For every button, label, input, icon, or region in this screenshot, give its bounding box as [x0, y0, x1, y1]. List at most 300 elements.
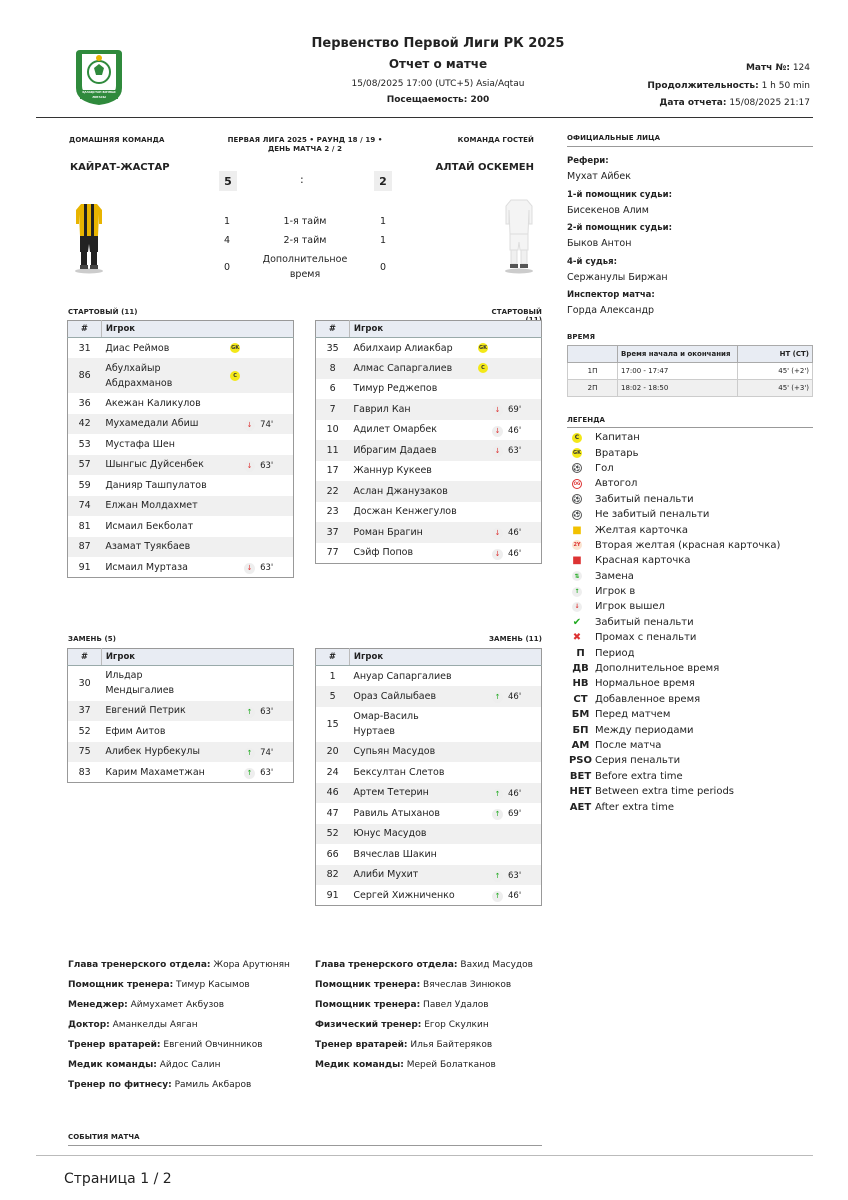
- player-number: 36: [78, 397, 91, 409]
- player-events: [467, 358, 542, 379]
- events-divider: [68, 1145, 542, 1146]
- player-number: 37: [316, 522, 350, 543]
- table-row: [316, 543, 542, 564]
- away-start-table: [315, 320, 542, 564]
- player-number: 8: [316, 358, 350, 379]
- abbrev-label: Нормальное время: [595, 678, 695, 690]
- staff-name: Жора Арутюнян: [213, 960, 290, 970]
- official-role: 4-й судья:: [567, 256, 618, 267]
- arrow-down-icon: ↓: [244, 563, 255, 574]
- arrow-up-icon: ↑: [492, 809, 503, 820]
- table-row: [316, 742, 542, 763]
- player-number: 53: [78, 438, 91, 450]
- official-entry: [567, 190, 813, 224]
- sub-minute: 46': [508, 891, 522, 901]
- player-name: Адилет Омарбек: [353, 424, 437, 436]
- table-header-row: [68, 321, 294, 338]
- sub-minute: 63': [508, 446, 522, 457]
- staff-entry: [315, 1000, 555, 1020]
- player-number: 74: [68, 496, 102, 517]
- legend-abbrev: [567, 738, 813, 753]
- away-subs-table: [315, 648, 542, 906]
- table-row: [316, 686, 542, 707]
- table-row: [316, 379, 542, 400]
- table-row: [68, 455, 294, 476]
- official-entry: [567, 290, 813, 324]
- col-player: Игрок: [101, 321, 293, 338]
- table-row: [68, 434, 294, 455]
- table-row: [68, 762, 294, 783]
- time-table-wrap: [567, 345, 813, 397]
- staff-role: Тренер по фитнесу:: [68, 1080, 172, 1090]
- table-row: [316, 502, 542, 523]
- legend-label: Автогол: [595, 478, 638, 490]
- player-name: Абилхаир Алиакбар: [353, 342, 453, 354]
- away-caption: КОМАНДА ГОСТЕЙ: [457, 136, 534, 144]
- period-row-1: 1 1-я тайм 1: [223, 215, 387, 227]
- player-events: [467, 522, 542, 543]
- player-events: [467, 844, 542, 865]
- legend-abbrev: [567, 784, 813, 799]
- abbrev-code: БМ: [571, 709, 590, 721]
- abbrev-label: Before extra time: [595, 770, 683, 782]
- staff-entry: [68, 1000, 308, 1020]
- player-number: 86: [68, 358, 102, 393]
- legend-label: Вратарь: [595, 447, 639, 459]
- player-name: Ораз Сайлыбаев: [349, 686, 467, 707]
- home-subs-table: [67, 648, 294, 783]
- player-events: [219, 358, 293, 393]
- legend-abbrev: [567, 707, 813, 722]
- player-events: [219, 475, 293, 496]
- player-events: [467, 379, 542, 400]
- sub-out-event: [492, 444, 521, 459]
- abbrev-code: НВ: [572, 678, 589, 690]
- sub-minute: 63': [260, 563, 274, 573]
- time-col-start: Время начала и окончания: [618, 346, 738, 363]
- staff-role: Медик команды:: [68, 1060, 157, 1070]
- legend-item: [567, 492, 813, 507]
- penalty-missed-icon: ⚽: [573, 511, 581, 519]
- player-name: Алмас Сапаргалиев: [349, 358, 467, 379]
- player-name: Тимур Реджепов: [353, 383, 438, 395]
- legend-label: Забитый пенальти: [595, 493, 694, 505]
- staff-entry: [68, 1020, 308, 1040]
- player-name: Азамат Туякбаев: [101, 537, 219, 558]
- player-number: 66: [326, 848, 339, 860]
- player-name: Елжан Молдахмет: [101, 496, 219, 517]
- legend-label: Промах с пенальти: [595, 632, 697, 644]
- sub-minute: 46': [508, 788, 522, 799]
- table-row: [68, 557, 294, 578]
- sub-out-event: [244, 418, 273, 433]
- abbrev-label: После матча: [595, 740, 662, 751]
- staff-role: Помощник тренера:: [68, 980, 174, 990]
- player-number: 57: [68, 455, 102, 476]
- legend-list: [567, 430, 813, 815]
- officials-caption: ОФИЦИАЛЬНЫЕ ЛИЦА: [567, 134, 661, 142]
- away-staff-list: [315, 960, 555, 1080]
- staff-entry: [315, 960, 555, 980]
- player-name: Супьян Масудов: [349, 742, 467, 763]
- player-events: [467, 440, 542, 461]
- arrow-up-icon: ↑: [244, 707, 255, 718]
- player-number: 35: [326, 342, 339, 354]
- round-info: ПЕРВАЯ ЛИГА 2025 • РАУНД 18 / 19 • ДЕНЬ МАТЧА 2 / 2: [227, 136, 383, 153]
- abbrev-code: PSO: [568, 755, 593, 767]
- home-kit-icon: [72, 200, 106, 278]
- legend-abbrev: [567, 676, 813, 691]
- staff-name: Тимур Касымов: [176, 980, 250, 990]
- table-row: [316, 707, 542, 742]
- player-events: [467, 502, 542, 523]
- table-row: [316, 885, 542, 906]
- table-row: [316, 824, 542, 845]
- legend-item: [567, 553, 813, 568]
- col-player: Игрок: [349, 321, 541, 338]
- player-events: [467, 461, 542, 482]
- player-events: [219, 762, 293, 783]
- officials-divider: [567, 146, 813, 147]
- sub-in-event: [492, 787, 521, 802]
- abbrev-label: After extra time: [595, 801, 675, 813]
- player-name: Акежан Каликулов: [105, 397, 201, 409]
- staff-name: Аманкелды Аяган: [112, 1020, 198, 1030]
- staff-entry: [68, 1040, 308, 1060]
- player-name: Алибек Нурбекулы: [101, 742, 219, 763]
- sub-minute: 46': [508, 548, 522, 559]
- home-score: 5: [219, 171, 237, 191]
- player-number: 5: [316, 686, 350, 707]
- abbrev-label: Добавленное время: [595, 693, 701, 705]
- player-events: [219, 721, 293, 742]
- staff-entry: [315, 1060, 555, 1080]
- legend-item: [567, 615, 813, 630]
- arrow-down-icon: ↓: [492, 528, 503, 539]
- legend-abbrev: [567, 753, 813, 768]
- official-role: 2-й помощник судьи:: [567, 223, 672, 233]
- legend-item: [567, 584, 813, 599]
- player-events: [219, 537, 293, 558]
- official-name: Быков Антон: [567, 238, 632, 249]
- home-subs-table-wrap: [67, 648, 294, 783]
- official-entry: [567, 156, 813, 190]
- sub-out-event: [492, 403, 521, 418]
- staff-name: Вячеслав Зинюков: [423, 980, 512, 990]
- official-role: Инспектор матча:: [567, 290, 655, 300]
- player-name: Гаврил Кан: [349, 399, 467, 420]
- abbrev-label: Между периодами: [595, 724, 694, 736]
- events-caption: СОБЫТИЯ МАТЧА: [68, 1133, 140, 1141]
- sub-in-event: [492, 690, 521, 705]
- legend-item: [567, 430, 813, 445]
- table-row: [68, 475, 294, 496]
- arrow-down-icon: ↓: [244, 461, 255, 472]
- player-number: 47: [326, 807, 339, 819]
- substitution-icon: ⇅: [572, 571, 582, 581]
- staff-name: Рамиль Акбаров: [174, 1080, 252, 1090]
- sub-minute: 69': [508, 405, 522, 416]
- arrow-up-icon: ↑: [492, 871, 503, 882]
- home-team-name: КАЙРАТ-ЖАСТАР: [70, 162, 170, 173]
- away-score: 2: [374, 171, 392, 191]
- player-number: 42: [68, 414, 102, 435]
- table-row: [316, 399, 542, 420]
- player-number: 52: [78, 725, 91, 737]
- legend-item: [567, 445, 813, 460]
- staff-entry: [68, 980, 308, 1000]
- table-row: [316, 803, 542, 824]
- player-events: [467, 338, 542, 359]
- legend-label: Не забитый пенальти: [595, 509, 710, 521]
- table-header-row: [68, 649, 294, 666]
- sub-in-event: [244, 746, 273, 761]
- player-number: 91: [326, 889, 339, 901]
- penalty-scored-icon: ✔: [572, 616, 582, 628]
- legend-label: Забитый пенальти: [595, 616, 694, 628]
- player-events: [219, 496, 293, 517]
- official-entry: [567, 223, 813, 257]
- sub-out-event: [492, 424, 521, 439]
- away-start-table-wrap: [315, 320, 542, 564]
- sub-out-event: [492, 526, 521, 541]
- player-name: Ефим Аитов: [105, 725, 166, 737]
- player-name: Досжан Кенжегулов: [353, 506, 457, 518]
- staff-name: Илья Байтеряков: [410, 1040, 493, 1050]
- goal-icon: ⚽: [573, 464, 581, 472]
- page-number: Страница 1 / 2: [64, 1171, 172, 1187]
- col-player: Игрок: [101, 649, 293, 666]
- abbrev-code: СТ: [573, 693, 588, 705]
- table-row: [316, 666, 542, 687]
- legend-divider: [567, 427, 813, 428]
- arrow-up-icon: ↑: [492, 891, 503, 902]
- score-separator: :: [300, 173, 304, 186]
- abbrev-code: БП: [572, 724, 589, 736]
- staff-role: Помощник тренера:: [315, 1000, 421, 1010]
- official-role: Рефери:: [567, 156, 609, 166]
- red-card-icon: ■: [572, 555, 582, 567]
- staff-entry: [68, 1060, 308, 1080]
- staff-role: Тренер вратарей:: [315, 1040, 408, 1050]
- table-row: [68, 496, 294, 517]
- table-row: [68, 742, 294, 763]
- player-name: Исмаил Муртаза: [105, 561, 188, 573]
- staff-name: Павел Удалов: [423, 1000, 489, 1010]
- col-number: #: [68, 321, 102, 338]
- player-name: Сергей Хижниченко: [353, 889, 455, 901]
- player-number: 59: [78, 479, 91, 491]
- table-row: [316, 440, 542, 461]
- official-name: Мухат Айбек: [567, 171, 631, 182]
- staff-entry: [315, 980, 555, 1000]
- legend-label: Желтая карточка: [595, 524, 688, 536]
- official-role: 1-й помощник судьи:: [567, 189, 672, 200]
- goalkeeper-icon: GK: [231, 345, 240, 351]
- player-name: Карим Махаметжан: [105, 766, 205, 778]
- home-subs-caption: ЗАМЕНЬ (5): [68, 635, 117, 643]
- staff-name: Евгений Овчинников: [163, 1040, 263, 1050]
- player-number: 77: [326, 547, 339, 558]
- player-events: [467, 399, 542, 420]
- player-events: [219, 338, 293, 359]
- sub-minute: 63': [260, 768, 274, 778]
- away-subs-caption: ЗАМЕНЬ (11): [488, 635, 542, 643]
- table-row: [316, 762, 542, 783]
- col-number: #: [316, 649, 350, 666]
- abbrev-label: Дополнительное время: [595, 663, 720, 675]
- player-number: 7: [316, 399, 350, 420]
- match-number: Матч №: 124: [745, 63, 810, 73]
- player-number: 20: [316, 742, 350, 763]
- legend-item: [567, 569, 813, 584]
- table-row: [316, 420, 542, 441]
- player-number: 6: [329, 383, 336, 395]
- staff-name: Егор Скулкин: [424, 1020, 489, 1030]
- staff-role: Медик команды:: [315, 1060, 404, 1070]
- legend-label: Гол: [595, 462, 614, 474]
- staff-role: Менеджер:: [68, 1000, 128, 1010]
- staff-entry: [315, 1040, 555, 1060]
- player-events: [219, 742, 293, 763]
- arrow-up-icon: ↑: [244, 768, 255, 779]
- staff-role: Тренер вратарей:: [68, 1040, 161, 1050]
- player-name: Ануар Сапаргалиев: [353, 670, 452, 682]
- player-name: Равиль Атыханов: [353, 807, 440, 819]
- staff-role: Доктор:: [68, 1020, 110, 1030]
- player-name: Алиби Мухит: [349, 865, 467, 886]
- abbrev-code: ДВ: [572, 663, 589, 675]
- player-events: [219, 701, 293, 722]
- abbrev-code: BET: [569, 770, 592, 782]
- sub-in-event: [244, 766, 273, 781]
- player-name: Аслан Джанузаков: [349, 481, 467, 502]
- match-duration: Продолжительность: 1 h 50 min: [647, 81, 810, 91]
- table-row: [316, 461, 542, 482]
- period-scores: [218, 212, 392, 284]
- player-number: 30: [78, 677, 91, 689]
- goalkeeper-icon: GK: [573, 450, 581, 457]
- player-number: 75: [68, 742, 102, 763]
- player-name: Роман Брагин: [349, 522, 467, 543]
- sub-minute: 46': [508, 528, 522, 539]
- header-divider: [36, 117, 813, 118]
- table-row: [68, 358, 294, 393]
- sub-out-event: [492, 547, 521, 562]
- player-events: [467, 481, 542, 502]
- away-kit-icon: [502, 196, 536, 278]
- player-number: 91: [78, 561, 91, 573]
- player-name: Вячеслав Шакин: [353, 848, 437, 860]
- player-events: [219, 393, 293, 414]
- staff-name: Вахид Масудов: [460, 960, 533, 970]
- away-subs-table-wrap: [315, 648, 542, 906]
- match-datetime: 15/08/2025 17:00 (UTC+5) Asia/Aqtau: [351, 79, 525, 89]
- yellow-card-icon: ■: [572, 524, 582, 536]
- penalty-miss-icon: ✖: [572, 632, 582, 644]
- staff-name: Айдос Салин: [159, 1060, 221, 1070]
- time-table: [567, 345, 813, 397]
- own-goal-icon: OG: [572, 479, 582, 489]
- abbrev-code: АМ: [571, 740, 590, 751]
- staff-name: Мерей Болатканов: [406, 1060, 496, 1070]
- player-number: 81: [78, 520, 91, 532]
- legend-abbrev: [567, 692, 813, 707]
- arrow-down-icon: ↓: [244, 420, 255, 431]
- sub-in-event: [244, 705, 273, 720]
- table-row: [68, 393, 294, 414]
- player-events: [219, 434, 293, 455]
- player-number: 17: [326, 465, 339, 477]
- player-events: [467, 543, 542, 564]
- arrow-up-icon: ↑: [492, 789, 503, 800]
- captain-icon: C: [230, 371, 240, 381]
- player-number: 10: [326, 424, 339, 436]
- player-name: Абулхайыр Абдрахманов: [101, 358, 219, 393]
- report-date: Дата отчета: 15/08/2025 21:17: [659, 98, 810, 108]
- col-number: #: [68, 649, 102, 666]
- arrow-down-icon: ↓: [492, 446, 503, 457]
- player-events: [219, 414, 293, 435]
- player-number: 83: [78, 766, 91, 778]
- table-row: [316, 783, 542, 804]
- legend-label: Красная карточка: [595, 555, 691, 567]
- col-player: Игрок: [349, 649, 541, 666]
- arrow-down-icon: ↓: [492, 426, 503, 437]
- player-out-icon: ↓: [572, 602, 582, 612]
- table-row: [316, 481, 542, 502]
- report-title: Первенство Первой Лиги РК 2025: [311, 36, 565, 51]
- player-events: [467, 865, 542, 886]
- second-yellow-icon: 2Y: [573, 542, 581, 549]
- captain-icon: C: [572, 433, 582, 443]
- table-header-row: [316, 649, 542, 666]
- player-name: Шынгыс Дуйсенбек: [101, 455, 219, 476]
- home-caption: ДОМАШНЯЯ КОМАНДА: [69, 136, 165, 144]
- sub-in-event: [492, 807, 521, 822]
- player-name: Мухамедали Абиш: [101, 414, 219, 435]
- staff-role: Физический тренер:: [315, 1020, 422, 1030]
- player-name: Ильдар Мендыгалиев: [105, 670, 175, 697]
- player-number: 11: [316, 440, 350, 461]
- player-events: [219, 666, 293, 701]
- sub-in-event: [492, 869, 521, 884]
- player-events: [467, 885, 542, 906]
- player-in-icon: ↑: [572, 587, 582, 597]
- player-number: 46: [316, 783, 350, 804]
- player-events: [467, 707, 542, 742]
- player-name: Артем Тетерин: [349, 783, 467, 804]
- legend-label: Игрок в: [595, 586, 636, 598]
- player-number: 24: [326, 766, 339, 778]
- player-name: Мустафа Шен: [105, 438, 175, 450]
- table-row: [316, 844, 542, 865]
- time-caption: ВРЕМЯ: [567, 333, 596, 341]
- player-number: 1: [329, 670, 336, 682]
- player-name: Омар-Василь Нуртаев: [353, 711, 419, 737]
- legend-item: [567, 461, 813, 476]
- table-row: [68, 537, 294, 558]
- home-start-caption: СТАРТОВЫЙ (11): [68, 308, 138, 316]
- official-name: Сержанулы Биржан: [567, 271, 668, 283]
- legend-item: [567, 522, 813, 537]
- player-events: [467, 803, 542, 824]
- legend-label: Игрок вышел: [595, 601, 665, 613]
- time-row: 1П 17:00 - 17:47 45' (+2'): [568, 363, 813, 380]
- col-number: #: [316, 321, 350, 338]
- goalkeeper-icon: GK: [479, 345, 487, 351]
- penalty-goal-icon: ⚽: [573, 495, 581, 503]
